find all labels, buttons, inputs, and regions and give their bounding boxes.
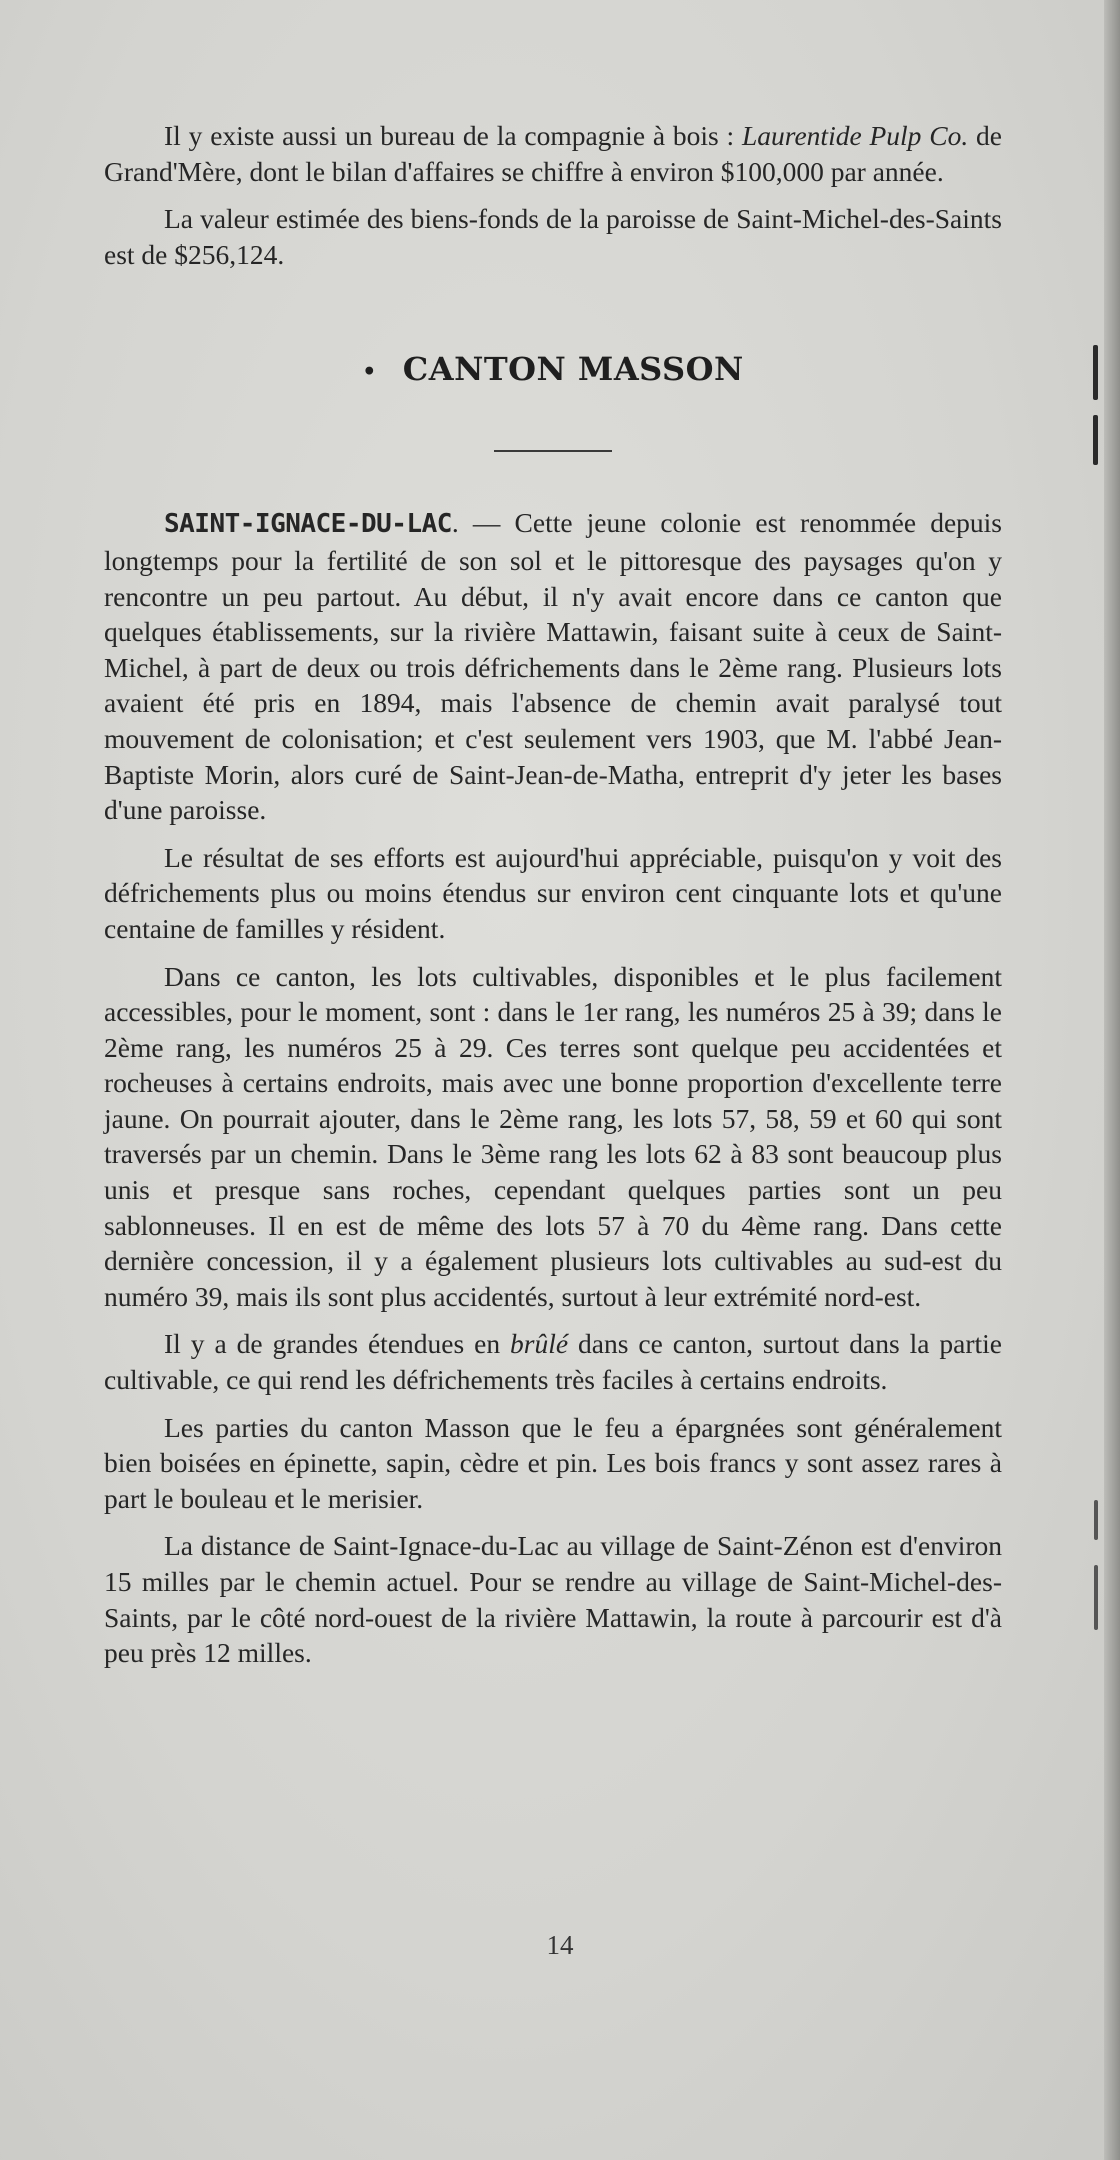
heading-bullet: • <box>362 358 377 385</box>
binding-mark <box>1094 1565 1098 1630</box>
binding-mark <box>1094 1500 1098 1540</box>
body-text: . — Cette jeune colonie est renommée depuis longtemps pour la fertilité de son sol et le pittoresque des paysages qu'on y rencontre un peu partout. Au début, il n'y avait encore dans ce canton que quelques établissements, sur la rivière Mattawin, faisant suite à ceux de Saint-Michel, à part de deux ou trois défrichements dans le 2ème rang. Plusieurs lots avaient été pris en 1894, mais l'absence de chemin avait paralysé tout mouvement de colonisation; et c'est seulement vers 1903, que M. l'abbé Jean-Baptiste Morin, alors curé de Saint-Jean-de-Matha, entreprit d'y jeter les bases d'une paroisse. <box>104 507 1002 826</box>
body-paragraph-2: Le résultat de ses efforts est aujourd'hui appréciable, puisqu'on y voit des défrichements plus ou moins étendus sur environ cent cinquante lots et qu'une centaine de familles y résident. <box>104 841 1002 944</box>
section-heading <box>104 350 1002 388</box>
page-number: 14 <box>546 1930 574 1960</box>
binding-mark <box>1093 415 1098 465</box>
body-paragraph-6: La distance de Saint-Ignace-du-Lac au village de Saint-Zénon est d'environ 15 milles par le chemin actuel. Pour se rendre au village de Saint-Michel-des-Saints, par le côté nord-ouest de la rivière Mattawin, la route à parcourir est d'à peu près 12 milles. <box>104 1530 1002 1669</box>
section-divider <box>494 450 612 452</box>
page-edge-shadow <box>1104 0 1120 2160</box>
intro-paragraph-2: La valeur estimée des biens-fonds de la paroisse de Saint-Michel-des-Saints est de $256,124. <box>104 203 1002 270</box>
body-paragraph-5: Les parties du canton Masson que le feu a épargnées sont généralement bien boisées en épinette, sapin, cèdre et pin. Les bois francs y sont assez rares à part le bouleau et le merisier. <box>104 1411 1002 1514</box>
body-paragraph-3: Dans ce canton, les lots cultivables, disponibles et le plus facilement accessibles, pour le moment, sont : dans le 1er rang, les numéros 25 à 39; dans le 2ème rang, les numéros 25 à 29. Ces terres sont quelque peu accidentées et rocheuses à certains endroits, mais avec une bonne proportion d'excellente terre jaune. On pourrait ajouter, dans le 2ème rang, les lots 57, 58, 59 et 60 qui sont traversés par un chemin. Dans le 3ème rang les lots 62 à 83 sont beaucoup plus unis et presque sans roches, cependant quelques parties sont un peu sablonneuses. Il en est de même des lots 57 à 70 du 4ème rang. Dans cette dernière concession, il y a également plusieurs lots cultivables au sud-est du numéro 39, mais ils sont plus accidentés, surtout à leur extrémité nord-est. <box>104 960 1002 1312</box>
body-paragraph-4 <box>104 1326 1002 1397</box>
lead-word: SAINT-IGNACE-DU-LAC <box>164 509 452 540</box>
binding-mark <box>1093 345 1098 400</box>
intro-paragraph-1 <box>104 118 1002 189</box>
intro-text: de Grand'Mère, dont le bilan d'affaires se chiffre à environ $100,000 par année. <box>104 120 1002 187</box>
intro-text: Il y existe aussi un bureau de la compagnie à bois : <box>164 120 742 151</box>
section-title: CANTON MASSON <box>402 350 744 389</box>
italic-term: brûlé <box>510 1328 569 1360</box>
company-name: Laurentide Pulp Co. <box>742 120 969 151</box>
page-content <box>104 118 1002 1671</box>
body-paragraph-1 <box>104 505 1002 827</box>
body-text: Il y a de grandes étendues en <box>164 1328 511 1360</box>
body-text: dans ce canton, surtout dans la partie cultivable, ce qui rend les défrichements très faciles à certains endroits. <box>104 1328 1002 1396</box>
